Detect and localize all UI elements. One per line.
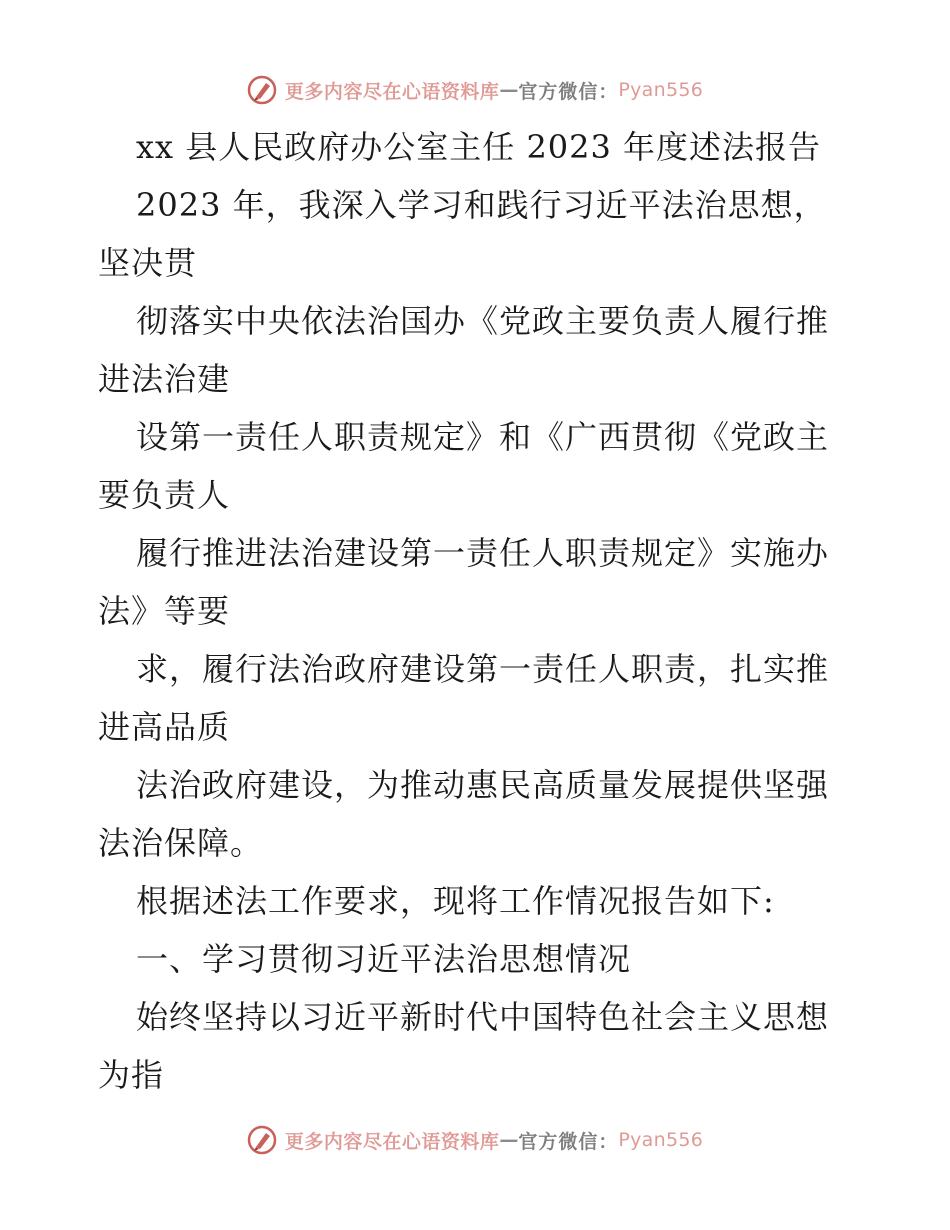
paragraph-line: 求，履行法治政府建设第一责任人职责，扎实推 — [136, 650, 830, 688]
banner-separator: — — [499, 1129, 519, 1151]
paragraph-line: 设第一责任人职责规定》和《广西贯彻《党政主 — [136, 418, 830, 456]
pen-nib-logo-icon — [247, 1125, 277, 1155]
paragraph-line: 根据述法工作要求，现将工作情况报告如下: — [136, 882, 775, 920]
pen-nib-logo-icon — [247, 75, 277, 105]
paragraph-line: 为指 — [98, 1056, 165, 1094]
header-watermark-banner — [0, 70, 950, 110]
banner-wechat-label: 官方微信： — [518, 80, 619, 103]
footer-watermark-banner — [0, 1120, 950, 1160]
banner-wechat-label: 官方微信： — [518, 1130, 619, 1153]
paragraph-line: 坚决贯 — [98, 244, 198, 282]
banner-wechat-id: Pyan556 — [618, 79, 704, 101]
paragraph-line: 进法治建 — [98, 360, 231, 398]
paragraph-line: 要负责人 — [98, 476, 231, 514]
banner-wechat-id: Pyan556 — [618, 1129, 704, 1151]
paragraph-line: 2023 年，我深入学习和践行习近平法治思想， — [136, 186, 827, 224]
paragraph-line: 始终坚持以习近平新时代中国特色社会主义思想 — [136, 998, 830, 1036]
paragraph-line: 彻落实中央依法治国办《党政主要负责人履行推 — [136, 302, 830, 340]
paragraph-line: 进高品质 — [98, 708, 231, 746]
paragraph-line: 法治政府建设，为推动惠民高质量发展提供坚强 — [136, 766, 830, 804]
paragraph-line: 法》等要 — [98, 592, 231, 630]
section-heading: 一、学习贯彻习近平法治思想情况 — [136, 940, 632, 978]
banner-main-text: 更多内容尽在心语资料库 — [284, 80, 500, 103]
paragraph-line: 履行推进法治建设第一责任人职责规定》实施办 — [136, 534, 830, 572]
document-title: xx 县人民政府办公室主任 2023 年度述法报告 — [136, 128, 822, 166]
banner-separator: — — [499, 79, 519, 101]
banner-main-text: 更多内容尽在心语资料库 — [284, 1130, 500, 1153]
paragraph-line: 法治保障。 — [98, 824, 264, 862]
document-body — [98, 118, 858, 1104]
